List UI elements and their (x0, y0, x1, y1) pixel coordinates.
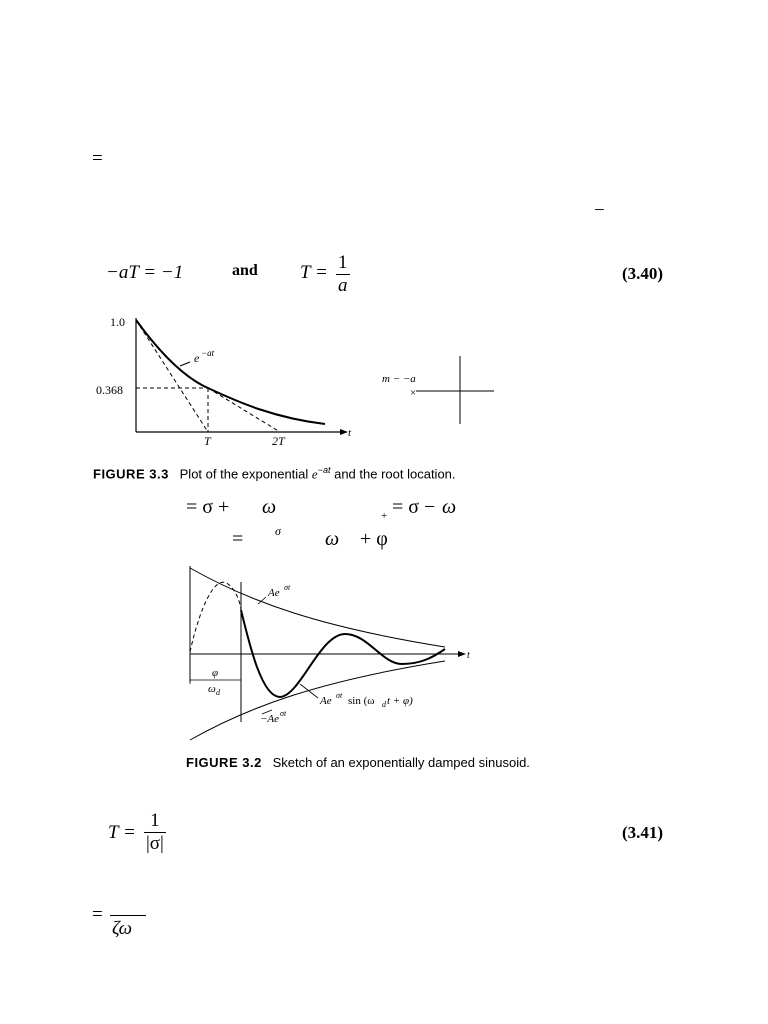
upper-envelope-label: Ae (268, 587, 280, 599)
phi-label: φ (212, 667, 219, 679)
equation-340-number: (3.40) (622, 264, 664, 283)
pole-line-1-plus: + (381, 510, 388, 522)
figure-33-caption-post: and the root location. (334, 466, 456, 482)
pole-line-1d: ω (442, 496, 457, 518)
figure-33-caption (93, 465, 456, 482)
bottom-fraction-bar (110, 915, 146, 916)
figure-33-caption-exp: e (311, 466, 318, 482)
exponential-plot (96, 308, 370, 458)
y-tick-0368: 0.368 (96, 383, 123, 397)
wave-label-sup: σt (336, 691, 343, 700)
root-label: m − −a (382, 373, 416, 385)
fraction-numerator: 1 (144, 810, 166, 833)
equation-341-fraction (144, 810, 166, 855)
bottom-equation-denominator: ζω (112, 918, 133, 939)
minus-sign-fragment: − (594, 200, 605, 221)
lower-envelope-sup: σt (280, 709, 287, 718)
fraction-numerator: 1 (338, 252, 348, 273)
x-axis-t: t (348, 427, 352, 439)
pole-line-2c: + φ (360, 528, 388, 550)
curve-label-sup: −at (201, 348, 215, 358)
equation-341-lhs: T = (108, 822, 136, 843)
wave-label-sub: d (382, 700, 386, 709)
upper-envelope-sup: σt (284, 583, 291, 592)
equation-340-and: and (232, 262, 258, 279)
figure-33-label: FIGURE 3.3 (93, 466, 169, 482)
wave-label: Ae (320, 695, 332, 707)
omega-d-sub: d (216, 688, 220, 697)
equals-sign-fragment: = (92, 148, 103, 169)
equation-340-left: −aT = −1 (106, 262, 184, 283)
lower-envelope-label: −Ae (260, 713, 280, 725)
x-tick-2T: 2T (272, 434, 285, 448)
equation-340-t-lhs: T = (300, 262, 328, 283)
y-tick-1: 1.0 (110, 315, 125, 329)
root-location-plot (376, 352, 496, 430)
bottom-equation-equals: = (92, 904, 103, 925)
x-tick-T: T (204, 434, 211, 448)
wave-label-tail: sin (ω (348, 695, 375, 707)
figure-32-label: FIGURE 3.2 (186, 755, 262, 770)
figure-33-caption-pre: Plot of the exponential (179, 466, 309, 482)
equation-340-fraction (336, 252, 350, 297)
root-marker-x: × (410, 387, 417, 399)
pole-line-1b: ω (262, 496, 277, 518)
omega-d-label: ω (208, 683, 216, 695)
pole-line-1a: = σ + (186, 496, 230, 518)
fraction-denominator: a (338, 275, 348, 296)
x-axis-t-label: t (467, 650, 470, 661)
figure-32-caption (186, 755, 530, 770)
wave-label-end: t + φ) (387, 695, 413, 707)
fraction-denominator: |σ| (146, 833, 164, 854)
curve-label: e (194, 351, 200, 365)
pole-line-2-sigma: σ (275, 524, 281, 538)
pole-line-2b: ω (325, 528, 340, 550)
pole-line-1c: = σ − (392, 496, 436, 518)
damped-sinusoid-plot (170, 562, 480, 747)
equation-341-number: (3.41) (622, 823, 664, 842)
figure-32-caption-text: Sketch of an exponentially damped sinusoid. (272, 755, 530, 770)
pole-line-2a: = (232, 528, 244, 550)
figure-33-caption-sup: −at (317, 465, 331, 475)
